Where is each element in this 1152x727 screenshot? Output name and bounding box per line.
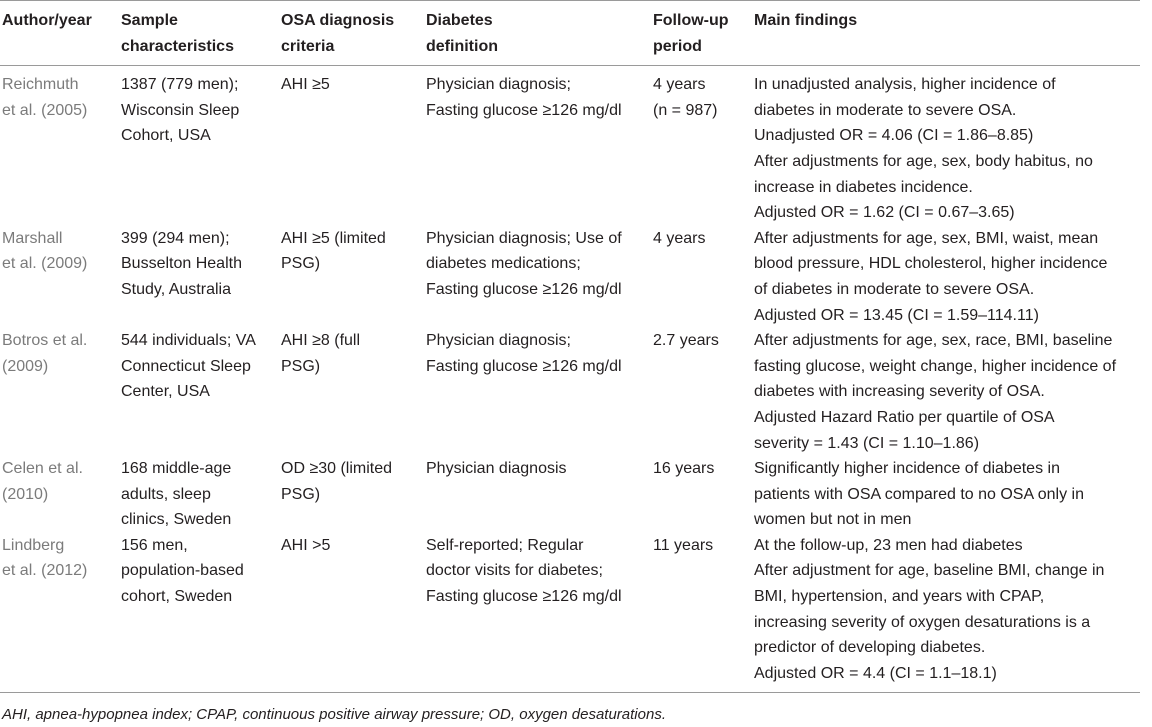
header-follow-up-period: [647, 1, 748, 66]
header-line: OSA diagnosis: [281, 12, 395, 29]
findings-cell-line: BMI, hypertension, and years with CPAP,: [754, 588, 1045, 606]
criteria-cell-line: AHI ≥8 (full: [281, 332, 361, 350]
followup-cell: [647, 533, 748, 693]
sample-cell-line: 399 (294 men);: [121, 229, 230, 247]
definition-cell: [420, 328, 647, 456]
findings-cell-line: fasting glucose, weight change, higher incidence of: [754, 357, 1117, 375]
table-row: [0, 328, 1140, 456]
author-cell-line: Reichmuth: [2, 76, 79, 94]
findings-cell-line: predictor of developing diabetes.: [754, 639, 986, 657]
table-row: [0, 66, 1140, 226]
findings-cell-line: Unadjusted OR = 4.06 (CI = 1.86–8.85): [754, 127, 1034, 145]
findings-cell: [748, 66, 1140, 226]
header-line: definition: [426, 37, 498, 55]
author-cell-line: et al. (2005): [2, 101, 88, 119]
findings-cell-line: diabetes with increasing severity of OSA.: [754, 383, 1045, 401]
header-main-findings: [748, 1, 1140, 66]
definition-cell-line: Fasting glucose ≥126 mg/dl: [426, 101, 622, 119]
definition-cell-line: Physician diagnosis;: [426, 332, 571, 350]
definition-cell-line: doctor visits for diabetes;: [426, 562, 603, 580]
author-cell-line: et al. (2012): [2, 562, 88, 580]
sample-cell-line: cohort, Sweden: [121, 588, 233, 606]
findings-cell-line: Adjusted OR = 13.45 (CI = 1.59–114.11): [754, 306, 1039, 324]
followup-cell-line: 4 years: [653, 229, 706, 247]
definition-cell: [420, 456, 647, 533]
sample-cell: [115, 328, 275, 456]
criteria-cell: [275, 456, 420, 533]
criteria-cell-line: AHI >5: [281, 536, 331, 554]
definition-cell-line: Physician diagnosis; Use of: [426, 229, 622, 247]
author-cell-line: (2009): [2, 357, 49, 375]
findings-cell-line: Adjusted OR = 4.4 (CI = 1.1–18.1): [754, 664, 997, 682]
definition-cell-line: Physician diagnosis: [426, 460, 567, 478]
table-row: [0, 456, 1140, 533]
author-cell: [0, 66, 115, 226]
author-cell: [0, 328, 115, 456]
header-diabetes-definition: [420, 1, 647, 66]
followup-cell: [647, 456, 748, 533]
followup-cell-line: (n = 987): [653, 101, 718, 119]
header-line: Sample: [121, 12, 178, 29]
criteria-cell-line: AHI ≥5 (limited: [281, 229, 386, 247]
header-line: Follow-up: [653, 12, 729, 29]
criteria-cell: [275, 328, 420, 456]
sample-cell-line: 156 men,: [121, 536, 188, 554]
sample-cell: [115, 226, 275, 328]
author-cell-line: Marshall: [2, 229, 63, 247]
followup-cell-line: 2.7 years: [653, 332, 719, 350]
findings-cell-line: Adjusted OR = 1.62 (CI = 0.67–3.65): [754, 204, 1015, 222]
definition-cell-line: Self-reported; Regular: [426, 536, 584, 554]
criteria-cell: [275, 226, 420, 328]
header-osa-diagnosis-criteria: [275, 1, 420, 66]
table-row: [0, 533, 1140, 693]
author-cell-line: Lindberg: [2, 536, 65, 554]
table-body: [0, 66, 1140, 693]
criteria-cell-line: AHI ≥5: [281, 76, 330, 94]
definition-cell-line: Fasting glucose ≥126 mg/dl: [426, 357, 622, 375]
findings-cell-line: After adjustments for age, sex, race, BMI, baseline: [754, 332, 1113, 350]
findings-cell-line: At the follow-up, 23 men had diabetes: [754, 536, 1023, 554]
followup-cell-line: 4 years: [653, 76, 706, 94]
findings-cell-line: of diabetes in moderate to severe OSA.: [754, 280, 1035, 298]
header-line: Author/year: [2, 12, 92, 29]
findings-cell-line: Significantly higher incidence of diabetes in: [754, 460, 1060, 478]
findings-cell: [748, 533, 1140, 693]
header-line: characteristics: [121, 37, 234, 55]
findings-cell-line: blood pressure, HDL cholesterol, higher incidence: [754, 255, 1108, 273]
findings-cell-line: After adjustment for age, baseline BMI, change in: [754, 562, 1105, 580]
definition-cell-line: Fasting glucose ≥126 mg/dl: [426, 280, 622, 298]
findings-cell-line: In unadjusted analysis, higher incidence of: [754, 76, 1056, 94]
header-line: Diabetes: [426, 12, 493, 29]
findings-cell: [748, 328, 1140, 456]
followup-cell: [647, 226, 748, 328]
findings-cell-line: severity = 1.43 (CI = 1.10–1.86): [754, 434, 980, 452]
author-cell-line: et al. (2009): [2, 255, 88, 273]
sample-cell-line: Cohort, USA: [121, 127, 211, 145]
findings-cell-line: patients with OSA compared to no OSA only in: [754, 485, 1084, 503]
table-header: [0, 1, 1140, 66]
findings-cell-line: After adjustments for age, sex, BMI, waist, mean: [754, 229, 1099, 247]
sample-cell-line: population-based: [121, 562, 244, 580]
criteria-cell-line: PSG): [281, 357, 321, 375]
criteria-cell: [275, 66, 420, 226]
sample-cell-line: Wisconsin Sleep: [121, 101, 240, 119]
findings-cell-line: diabetes in moderate to severe OSA.: [754, 101, 1017, 119]
criteria-cell-line: PSG): [281, 255, 321, 273]
author-cell: [0, 226, 115, 328]
followup-cell: [647, 66, 748, 226]
author-cell-line: Celen et al.: [2, 460, 83, 478]
definition-cell-line: Fasting glucose ≥126 mg/dl: [426, 588, 622, 606]
header-row: [0, 1, 1140, 66]
findings-cell: [748, 226, 1140, 328]
findings-cell-line: After adjustments for age, sex, body habitus, no: [754, 152, 1093, 170]
findings-cell-line: Adjusted Hazard Ratio per quartile of OSA: [754, 408, 1055, 426]
author-cell: [0, 456, 115, 533]
sample-cell-line: 544 individuals; VA: [121, 332, 256, 350]
definition-cell: [420, 66, 647, 226]
table-row: [0, 226, 1140, 328]
findings-cell-line: increasing severity of oxygen desaturations is a: [754, 613, 1091, 631]
followup-cell-line: 16 years: [653, 460, 715, 478]
definition-cell-line: Physician diagnosis;: [426, 76, 571, 94]
sample-cell: [115, 66, 275, 226]
followup-cell-line: 11 years: [653, 536, 714, 554]
author-cell: [0, 533, 115, 693]
sample-cell-line: adults, sleep: [121, 485, 211, 503]
header-line: criteria: [281, 37, 335, 55]
findings-cell: [748, 456, 1140, 533]
definition-cell: [420, 226, 647, 328]
sample-cell-line: clinics, Sweden: [121, 511, 232, 529]
definition-cell-line: diabetes medications;: [426, 255, 581, 273]
sample-cell-line: Busselton Health: [121, 255, 242, 273]
criteria-cell: [275, 533, 420, 693]
author-cell-line: Botros et al.: [2, 332, 88, 350]
sample-cell-line: Connecticut Sleep: [121, 357, 251, 375]
sample-cell: [115, 533, 275, 693]
definition-cell: [420, 533, 647, 693]
sample-cell-line: 168 middle-age: [121, 460, 232, 478]
header-line: Main findings: [754, 12, 858, 29]
author-cell-line: (2010): [2, 485, 49, 503]
followup-cell: [647, 328, 748, 456]
findings-cell-line: women but not in men: [754, 511, 912, 529]
header-author-year: [0, 1, 115, 66]
criteria-cell-line: PSG): [281, 485, 321, 503]
sample-cell-line: Center, USA: [121, 383, 210, 401]
header-line: period: [653, 37, 702, 55]
table-footnote: AHI, apnea-hypopnea index; CPAP, continuous positive airway pressure; OD, oxygen desaturations.: [2, 706, 666, 723]
header-sample-characteristics: [115, 1, 275, 66]
sample-cell-line: 1387 (779 men);: [121, 76, 239, 94]
criteria-cell-line: OD ≥30 (limited: [281, 460, 393, 478]
sample-cell-line: Study, Australia: [121, 280, 231, 298]
findings-cell-line: increase in diabetes incidence.: [754, 178, 973, 196]
sample-cell: [115, 456, 275, 533]
